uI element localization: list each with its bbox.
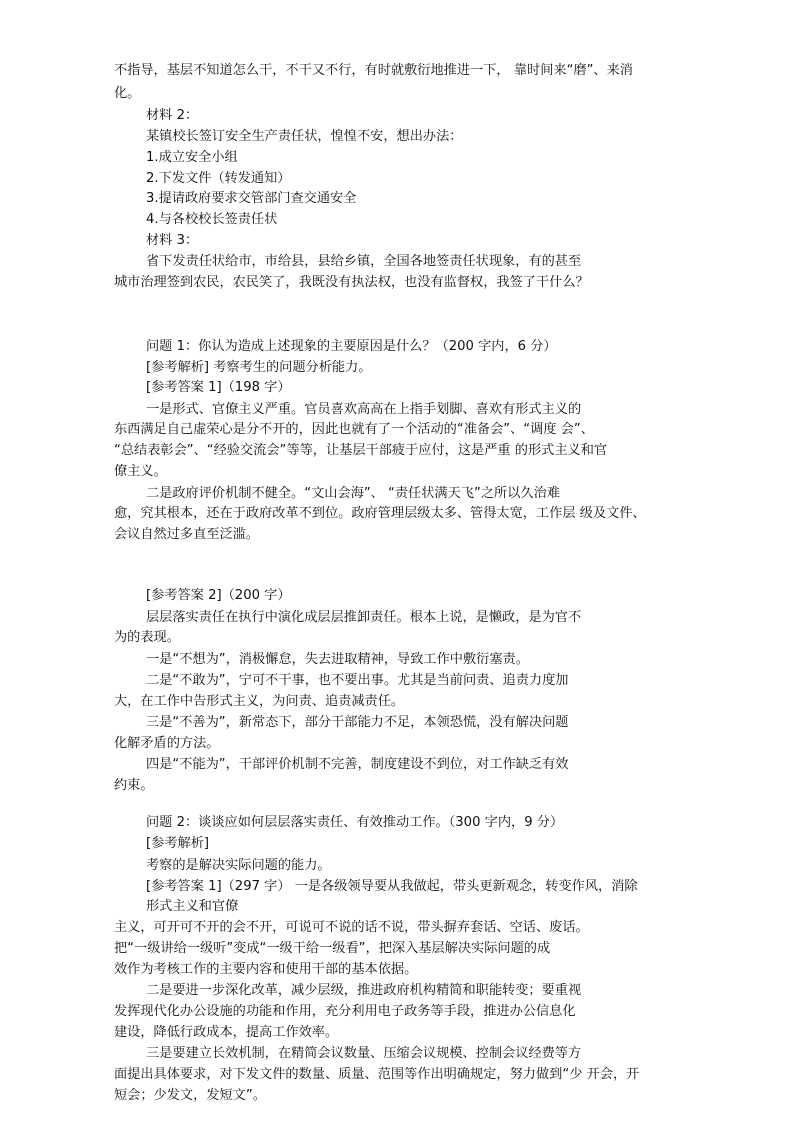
text-line: 大，在工作中告形式主义，为问责、追责减责任。 [114,694,405,709]
text-line: 四是“不能为”，干部评价机制不完善，制度建设不到位，对工作缺乏有效 [146,757,569,772]
text-line: 二是政府评价机制不健全。“文山会海”、 “责任状满天飞”之所以久治难 [146,486,560,501]
text-line: [参考解析] [146,836,210,851]
list-item: 2.下发文件（转发通知） [146,171,291,186]
answer-heading: [参考答案 1]（297 字） 一是各级领导要从我做起，带头更新观念，转变作风，消除 [146,879,638,894]
text-line: 层层落实责任在执行中演化成层层推卸责任。根本上说，是懒政，是为官不 [146,610,582,625]
question-2-heading: 问题 2：谈谈应如何层层落实责任、有效推动工作。（300 字内，9 分） [146,815,564,830]
text-line: 约束。 [114,778,154,793]
text-line: 建设，降低行政成本，提高工作效率。 [114,1025,339,1040]
answer-heading: [参考答案 2]（200 字） [146,588,291,603]
text-line: [参考解析] 考察考生的问题分析能力。 [146,360,372,375]
text-line: 考察的是解决实际问题的能力。 [146,858,331,873]
text-line: 城市治理签到农民，农民笑了，我既没有执法权，也没有监督权，我签了干什么？ [114,275,589,290]
material-2-heading: 材料 2： [146,108,199,123]
material-3-heading: 材料 3： [146,233,199,248]
text-line: 三是“不善为”，新常态下，部分干部能力不足，本领恐慌，没有解决问题 [146,715,569,730]
text-line: 一是“不想为”，消极懈怠，失去进取精神，导致工作中敷衍塞责。 [146,652,529,667]
text-line: 僚主义。 [114,464,167,479]
text-line: 东西满足自己虚荣心是分不开的，因此也就有了一个活动的“准备会”、“调度 会”、 [114,422,594,437]
list-item: 3.提请政府要求交管部门查交通安全 [146,191,357,206]
text-line: 化解矛盾的方法。 [114,736,220,751]
text-line: 一是形式、官僚主义严重。官员喜欢高高在上指手划脚、喜欢有形式主义的 [146,402,582,417]
text-line: 效作为考核工作的主要内容和使用干部的基本依据。 [114,962,418,977]
text-line: “总结表彰会”、“经验交流会”等等，让基层干部疲于应付，这是严重 的形式主义和官 [114,443,608,458]
text-line: 短会；少发文，发短文”。 [114,1088,266,1103]
text-line: 面提出具体要求，对下发文件的数量、质量、范围等作出明确规定，努力做到“少 开会，开 [114,1067,640,1082]
text-line: 二是要进一步深化改革，减少层级，推进政府机构精简和职能转变；要重视 [146,983,582,998]
question-1-heading: 问题 1：你认为造成上述现象的主要原因是什么？（200 字内，6 分） [146,339,557,354]
text-line: 化。 [114,86,141,101]
text-line: 会议自然过多直至泛滥。 [114,527,260,542]
list-item: 4.与各校校长签责任状 [146,212,278,227]
text-line: 为的表现。 [114,630,180,645]
text-line: 愈，究其根本，还在于政府改革不到位。政府管理层级太多、管得太宽，工作层 级及文件、 [114,506,646,521]
text-line: 省下发责任状给市，市给县，县给乡镇，全国各地签责任状现象，有的甚至 [146,254,582,269]
text-line: 形式主义和官僚 [146,899,239,914]
answer-heading: [参考答案 1]（198 字） [146,380,291,395]
list-item: 1.成立安全小组 [146,150,238,165]
text-line: 主义，可开可不开的会不开，可说可不说的话不说，带头摒弃套话、空话、废话。 [114,920,589,935]
text-line: 某镇校长签订安全生产责任状，惶惶不安，想出办法： [146,129,463,144]
text-line: 不指导，基层不知道怎么干，不干又不行，有时就敷衍地推进一下， 靠时间来“磨”、来消 [114,63,633,78]
text-line: 三是要建立长效机制，在精简会议数量、压缩会议规模、控制会议经费等方 [146,1046,582,1061]
text-line: 发挥现代化办公设施的功能和作用，充分利用电子政务等手段，推进办公信息化 [114,1004,576,1019]
text-line: 二是“不敢为”，宁可不干事，也不要出事。尤其是当前问责、追责力度加 [146,673,569,688]
text-line: 把“一级讲给一级听”变成“一级干给一级看”，把深入基层解决实际问题的成 [114,941,551,956]
